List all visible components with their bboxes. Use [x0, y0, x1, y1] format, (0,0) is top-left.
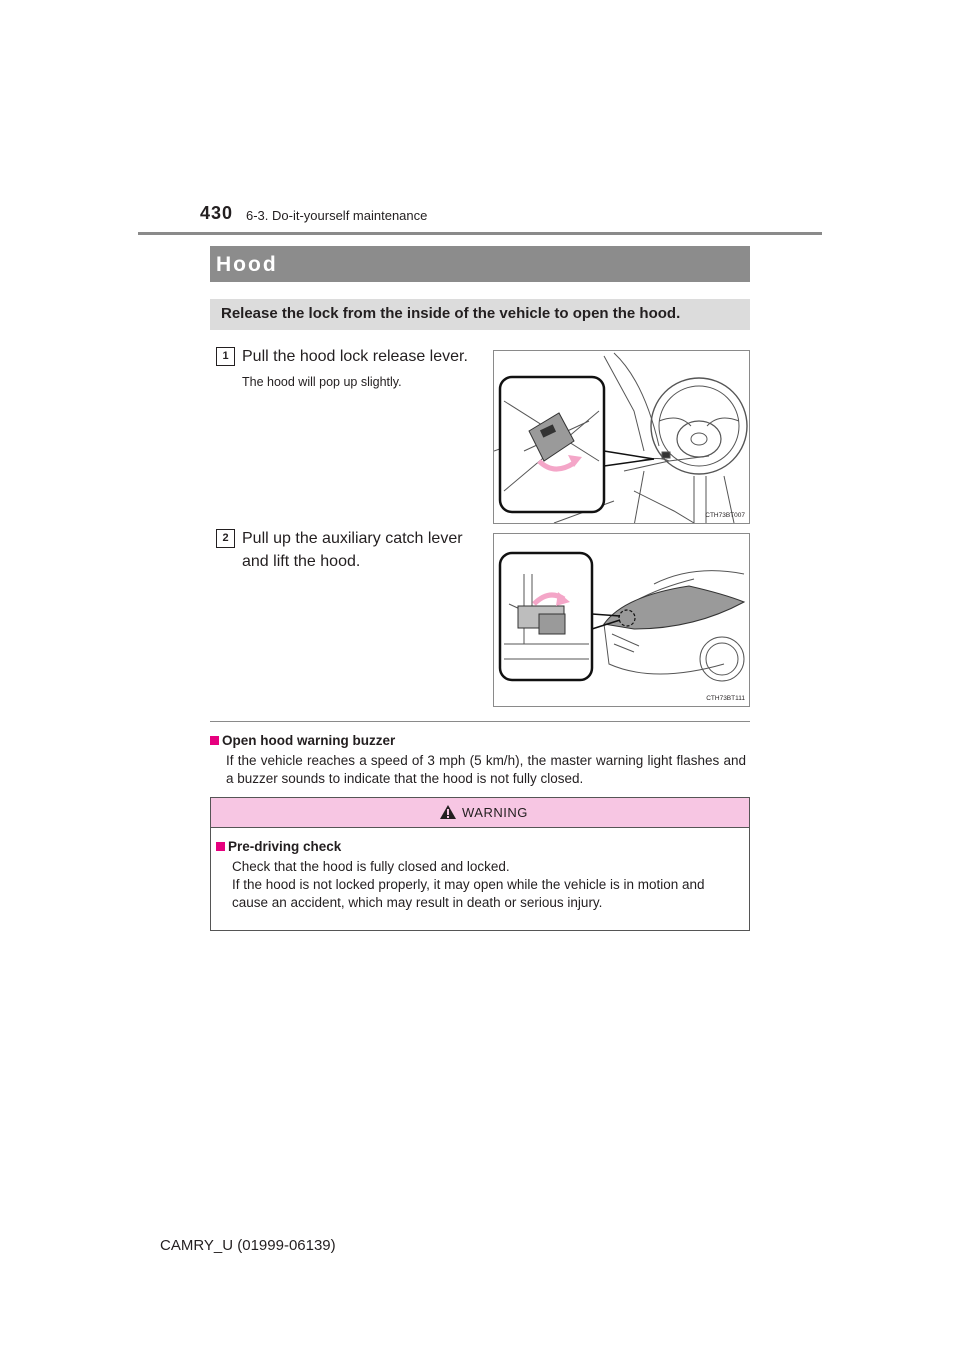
step-1-text: Pull the hood lock release lever.: [242, 348, 468, 365]
note-divider: [210, 721, 750, 722]
warning-triangle-icon: [439, 804, 457, 820]
step-1-note: The hood will pop up slightly.: [242, 375, 402, 389]
dashboard-illustration: [494, 351, 750, 524]
note-body: If the vehicle reaches a speed of 3 mph (5 km/h), the master warning light flashes and a buzzer sounds to indicate that the hood is not fully closed.: [226, 753, 746, 786]
warning-subheading: [216, 839, 341, 854]
step-2-badge: 2: [216, 529, 235, 548]
figure-code: CTH73BT111: [706, 695, 745, 702]
section-label: 6-3. Do-it-yourself maintenance: [246, 208, 428, 223]
car-front-illustration: [494, 534, 750, 707]
footer-model-code: CAMRY_U (01999-06139): [160, 1237, 336, 1254]
note-heading-text: Open hood warning buzzer: [222, 733, 396, 748]
warning-text: [232, 858, 742, 912]
page-number: 430: [200, 203, 234, 223]
step-2-text-line1: Pull up the auxiliary catch lever: [242, 530, 463, 547]
step-2-text-line2: and lift the hood.: [242, 553, 361, 570]
warning-title: WARNING: [462, 805, 528, 820]
figure-code: CTH73BT007: [705, 512, 745, 519]
step-1-badge: 1: [216, 347, 235, 366]
warning-line-2: If the hood is not locked properly, it may open while the vehicle is in motion and cause an accident, which may result in death or serious injury.: [232, 877, 705, 910]
warning-subheading-text: Pre-driving check: [228, 839, 342, 854]
page-title: Hood: [210, 246, 750, 282]
figure-hood-release-lever: [493, 350, 750, 524]
warning-line-1: Check that the hood is fully closed and locked.: [232, 859, 510, 874]
bullet-square-icon: [210, 736, 219, 745]
bullet-square-icon: [216, 842, 225, 851]
warning-header: [211, 798, 749, 828]
figure-auxiliary-catch-lever: [493, 533, 750, 707]
note-heading: [210, 733, 395, 748]
warning-box: [210, 797, 750, 931]
intro-banner: Release the lock from the inside of the vehicle to open the hood.: [210, 299, 750, 330]
header-divider: [138, 232, 822, 235]
